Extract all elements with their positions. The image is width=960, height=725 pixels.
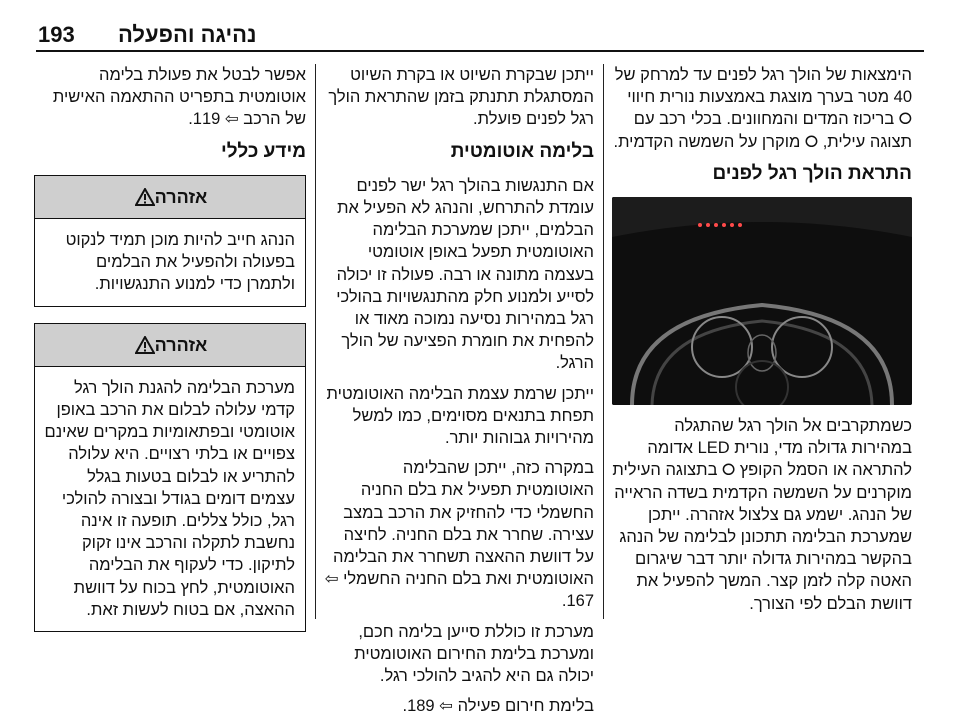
warning-triangle-icon [135,188,155,206]
chapter-title: נהיגה והפעלה [118,22,257,47]
warning-body: הנהג חייב להיות מוכן תמיד לנקוט בפעולה ולהפעיל את הבלמים ולתמרן כדי למנוע התנגשויות. [65,231,295,294]
section-heading-general-info: מידע כללי [220,140,306,162]
page-header [0,8,960,52]
disable-note: אפשר לבטל את פעולת בלימה אוטומטית בתפריט ההתאמה האישית של הרכב ⇦ 119. [52,66,306,129]
column-middle [324,64,594,725]
auto-braking-p3: במקרה כזה, ייתכן שהבלימה האוטומטית תפעיל את בלם החניה החשמלי כדי להחזיק את הרכב במצב עצירה. שחרר את בלם החניה. לחיצה על דוושת ההאצה תשחרר את הבלימה האוטומטית ואת בלם החניה החשמלי ⇦ 167. [324,459,594,611]
column-divider-right [603,64,604,619]
warning-box-2 [34,323,306,632]
dashboard-figure [612,197,912,405]
page-number: 193 [38,22,75,47]
auto-braking-p5: בלימת חירום פעילה ⇦ 189. [402,697,594,716]
column-right [612,64,912,623]
warning-body: מערכת הבלימה להגנת הולך רגל קדמי עלולה לבלום את הרכב באופן אוטומטי ובפתאומיות במקרים שאינם צפויים או בלתי רצויים. היא עלולה להתריע או לבלום בטעות בגלל עצמים דומים בגודל ובצורה להולכי רגל, כולל צללים. תופעה זו אינה נחשבת לתקלה והרכב אינו זקוק לתיקון. כדי לעקוף את הבלימה האוטומטית, לחץ בכוח על דוושת ההאצה, אם בטוח לעשות זאת. [44,378,295,619]
section-heading-front-pedestrian-alert: התראת הולך רגל לפנים [712,162,912,184]
header-rule [36,50,924,52]
intro-paragraph: הימצאות של הולך רגל לפנים עד למרחק של 40 מטר בערך מוצגת באמצעות נורית חיווי ⭘ בריכוז המדים והמחוונים. בכלי רכב עם תצוגה עילית, ⭘ מוקרן על השמשה הקדמית. [613,66,912,151]
warning-box-1 [34,175,306,307]
auto-braking-p1: אם התנגשות בהולך רגל ישר לפנים עומדת להתרחש, והנהג לא הפעיל את הבלמים, ייתכן שמערכת הבלימה האוטומטית תפעל באופן אוטומטי בעצמה מתונה או רבה. פעולה זו יכולה לסייע ולמנוע חלק מהתנגשויות בהולכי רגל במהירות נסיעה נמוכה מאוד או להפחית את חומרת הפציעה של הולך הרגל. [336,176,594,373]
dashboard-illustration [612,197,912,405]
warning-header [35,176,305,219]
warning-title: אזהרה [154,334,208,355]
column-left [34,64,306,648]
auto-braking-p4: מערכת זו כוללת סייען בלימה חכם, ומערכת בלימת החירום האוטומטית יכולה גם היא להגיב להולכי רגל. [354,622,594,686]
section-heading-auto-braking: בלימה אוטומטית [450,140,594,162]
cruise-note: ייתכן שבקרת השיוט או בקרת השיוט המסתגלת תתנתק בזמן שהתראת הולך רגל לפנים פועלת. [328,66,594,129]
column-divider-left [315,64,316,619]
alert-description: כשמתקרבים אל הולך רגל שהתגלה במהירות גדולה מדי, נורית LED אדומה להתראה או הסמל הקופץ ⭘ בתצוגה העילית מוקרנים על השמשה הקדמית בשדה הראייה של הנהג. ישמע גם צלצול אזהרה. ייתכן שמערכת הבלימה תתכונן לבלימה של הנהג בהקשר במהירות גדולה יותר דבר שיגרום האטה קלה לזמן קצר. המשך להפעיל את דוושת הבלם לפי הצורך. [612,417,912,613]
warning-title: אזהרה [154,186,208,207]
warning-header [35,324,305,367]
auto-braking-p2: ייתכן שרמת עצמת הבלימה האוטומטית תפחת בתנאים מסוימים, כמו למשל מהירויות גבוהות יותר. [326,384,594,448]
warning-triangle-icon [135,336,155,354]
